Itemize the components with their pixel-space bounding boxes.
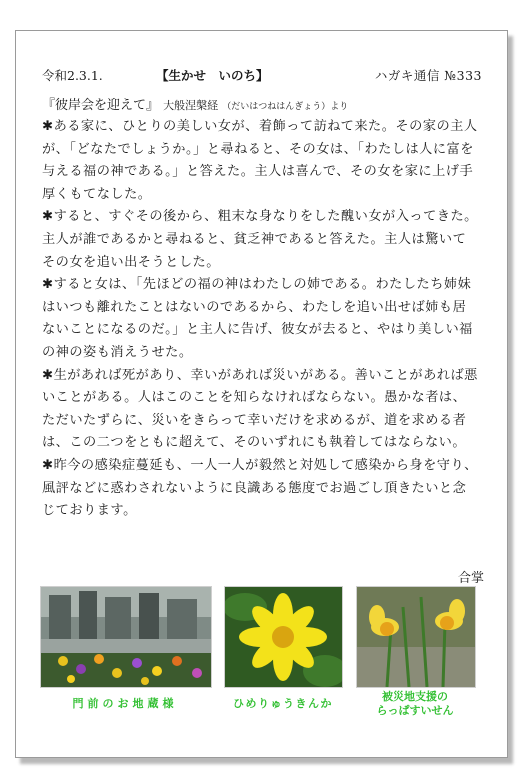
title-main: 『彼岸会を迎えて』 <box>42 98 160 113</box>
paragraph <box>42 274 478 364</box>
daffodil-photo <box>356 586 476 688</box>
closing-gassho: 合掌 <box>457 571 484 586</box>
paragraph-text: すると、すぐその後から、粗末な身なりをした醜い女が入ってきた。主人が誰であるかと尋ねると、貧乏神であると答えた。主人は驚いてその女を追い出そうとした。 <box>42 209 478 270</box>
issue-date: 令和2.3.1. <box>42 68 103 83</box>
paragraph <box>42 365 478 455</box>
paragraph-text: 昨今の感染症蔓延も、一人一人が毅然と対処して感染から身を守り、風評などに惑わされないように良識ある態度でお過ごし頂きたいと念じております。 <box>42 457 478 519</box>
issue-number: ハガキ通信 №333 <box>374 68 482 83</box>
paragraph-text: ある家に、ひとりの美しい女が、着飾って訪ねて来た。その家の主人が、「どなたでしょうか。」と尋ねると、その女は、「わたしは人に富を与える福の神である。」と答えた。主人は喜んで、その女を家に上げ手厚くもてなした。 <box>42 119 478 202</box>
paragraph <box>42 116 478 206</box>
series-theme: 【生かせ いのち】 <box>156 68 269 83</box>
celandine-photo <box>224 586 343 688</box>
article-title <box>42 94 492 113</box>
asterisk-mark-icon: ✱ <box>42 209 54 225</box>
asterisk-mark-icon: ✱ <box>42 277 54 293</box>
paragraph-text: 生があれば死があり、幸いがあれば災いがある。善いことがあれば悪いことがある。人はこのことを知らなければならない。愚かな者は、ただいたずらに、災いをきらって幸いだけを求めるが、道を求める者は、この二つをともに超えて、そのいずれにも執着してはならない。 <box>42 367 478 451</box>
jizo-photo <box>40 586 212 688</box>
title-reading: （だいはつねはんぎょう）より <box>222 102 349 112</box>
celandine-caption: ひめりゅうきんか <box>233 697 333 710</box>
paragraph <box>42 206 478 274</box>
daffodil-caption <box>356 690 474 718</box>
header <box>42 66 482 84</box>
daffodil-caption-line1: 被災地支援の <box>382 690 448 703</box>
paragraph <box>42 455 478 523</box>
title-source: 大般涅槃経 <box>163 99 219 112</box>
daffodil-caption-line2: らっぱすいせん <box>376 704 454 717</box>
asterisk-mark-icon: ✱ <box>42 119 54 134</box>
asterisk-mark-icon: ✱ <box>42 457 54 473</box>
jizo-caption: 門前のお地蔵様 <box>72 697 178 710</box>
asterisk-mark-icon: ✱ <box>42 367 54 383</box>
article-body <box>42 116 478 523</box>
paragraph-text: すると女は、「先ほどの福の神はわたしの姉である。わたしたち姉妹はいつも離れたことはないのであるから、わたしを追い出せば姉も居ないことになるのだ。」と主人に告げ、彼女が去ると、やはり美しい福の神の姿も消えうせた。 <box>42 277 473 360</box>
